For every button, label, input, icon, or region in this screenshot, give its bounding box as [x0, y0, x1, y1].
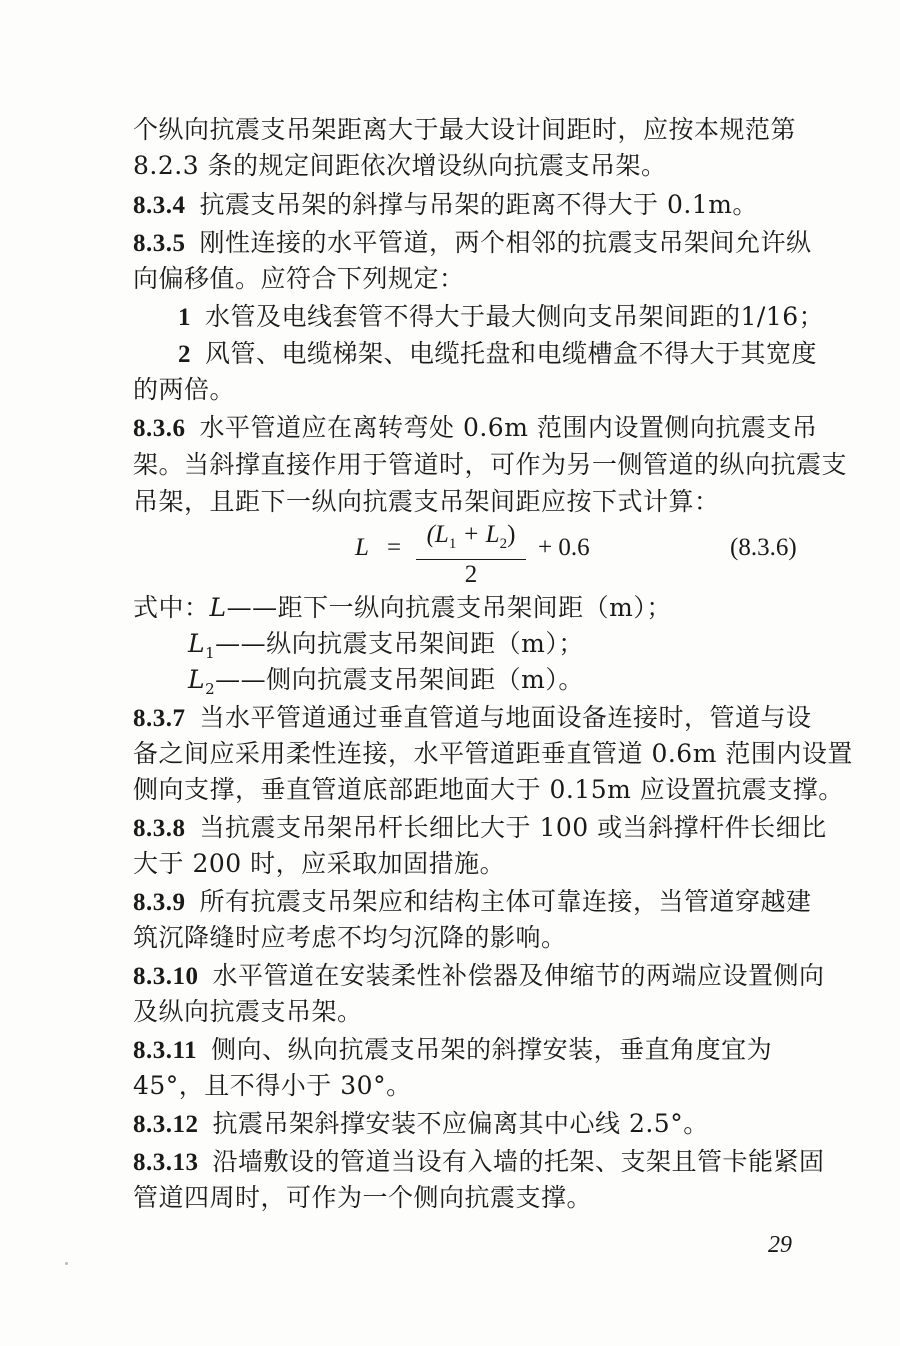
formula-fraction [412, 522, 530, 588]
list-item-1 [178, 299, 868, 336]
clause-8-3-8 [133, 810, 827, 847]
clause-8-3-12 [133, 1106, 823, 1143]
clause-text: 刚性连接的水平管道，两个相邻的抗震支吊架间允许纵 [199, 228, 812, 257]
page-number: 29 [768, 1232, 792, 1258]
text-line: 的两倍。 [133, 375, 236, 404]
item-number: 1 [178, 304, 191, 331]
clause-8-3-11 [133, 1032, 823, 1069]
where-L2: $L_2——$侧向抗震支吊架间距（m）。 [188, 665, 584, 698]
clause-number: 8.3.4 [133, 192, 186, 219]
formula-lhs: L [355, 534, 369, 561]
clause-number: 8.3.11 [133, 1037, 198, 1064]
clause-number: 8.3.13 [133, 1149, 199, 1176]
clause-8-3-9 [133, 884, 823, 921]
clause-number: 8.3.6 [133, 415, 186, 442]
clause-text: 抗震支吊架的斜撑与吊架的距离不得大于 0.1m。 [199, 190, 758, 219]
clause-number: 8.3.10 [133, 963, 199, 990]
clause-8-3-5 [133, 225, 823, 262]
clause-text: 抗震吊架斜撑安装不应偏离其中心线 2.5°。 [212, 1109, 709, 1138]
clause-text: 水平管道应在离转弯处 0.6m 范围内设置侧向抗震支吊 [199, 413, 818, 442]
text-line: 吊架，且距下一纵向抗震支吊架间距应按下式计算： [133, 487, 720, 516]
clause-text: 水平管道在安装柔性补偿器及伸缩节的两端应设置侧向 [212, 961, 825, 990]
text-line: 筑沉降缝时应考虑不均匀沉降的影响。 [133, 923, 567, 952]
text-line: 管道四周时，可作为一个侧向抗震支撑。 [133, 1183, 593, 1212]
clause-8-3-10 [133, 958, 823, 995]
text-line: 侧向支撑，垂直管道底部距地面大于 0.15m 应设置抗震支撑。 [133, 775, 844, 804]
clause-8-3-4 [133, 187, 823, 224]
text-line: 向偏移值。应符合下列规定： [133, 264, 465, 293]
item-number: 2 [178, 341, 191, 368]
text-line: 备之间应采用柔性连接，水平管道距垂直管道 0.6m 范围内设置 [133, 739, 853, 768]
text-line: 45°，且不得小于 30°。 [133, 1071, 412, 1100]
text-line: 个纵向抗震支吊架距离大于最大设计间距时，应按本规范第 [133, 115, 797, 144]
formula-tag: (8.3.6) [730, 534, 797, 561]
text-line: 及纵向抗震支吊架。 [133, 997, 363, 1026]
formula-equals: = [387, 534, 402, 561]
clause-text: 当水平管道通过垂直管道与地面设备连接时，管道与设 [199, 703, 812, 732]
clause-number: 8.3.5 [133, 230, 186, 257]
where-L1: $L_1——$纵向抗震支吊架间距（m）； [188, 629, 584, 662]
clause-8-3-7 [133, 700, 823, 737]
text-line: 大于 200 时，应采取加固措施。 [133, 849, 506, 878]
clause-8-3-6 [133, 410, 823, 447]
clause-text: 当抗震支吊架吊杆长细比大于 100 或当斜撑杆件长细比 [199, 813, 827, 842]
clause-8-3-13 [133, 1144, 823, 1181]
item-text: 风管、电缆梯架、电缆托盘和电缆槽盒不得大于其宽度 [205, 339, 818, 368]
item-text: 水管及电线套管不得大于最大侧向支吊架间距的1/16； [205, 302, 825, 331]
clause-number: 8.3.9 [133, 889, 186, 916]
clause-number: 8.3.12 [133, 1111, 199, 1138]
scan-speck [65, 1262, 68, 1265]
where-L: 式中：L——距下一纵向抗震支吊架间距（m）； [133, 593, 672, 622]
fraction-denominator: 2 [464, 561, 478, 588]
text-line: 架。当斜撑直接作用于管道时，可作为另一侧管道的纵向抗震支 [133, 450, 848, 479]
text-line: 8.2.3 条的规定间距依次增设纵向抗震支吊架。 [133, 151, 667, 180]
clause-text: 所有抗震支吊架应和结构主体可靠连接，当管道穿越建 [199, 887, 812, 916]
clause-number: 8.3.7 [133, 705, 186, 732]
fraction-numerator: $(L_1 + L_2)$ [426, 521, 516, 552]
list-item-2 [178, 336, 868, 373]
formula-tail: + 0.6 [538, 534, 590, 561]
clause-text: 沿墙敷设的管道当设有入墙的托架、支架且管卡能紧固 [212, 1147, 825, 1176]
fraction-bar [416, 559, 526, 560]
formula-8-3-6 [340, 521, 820, 588]
clause-text: 侧向、纵向抗震支吊架的斜撑安装，垂直角度宜为 [211, 1035, 773, 1064]
clause-number: 8.3.8 [133, 815, 186, 842]
